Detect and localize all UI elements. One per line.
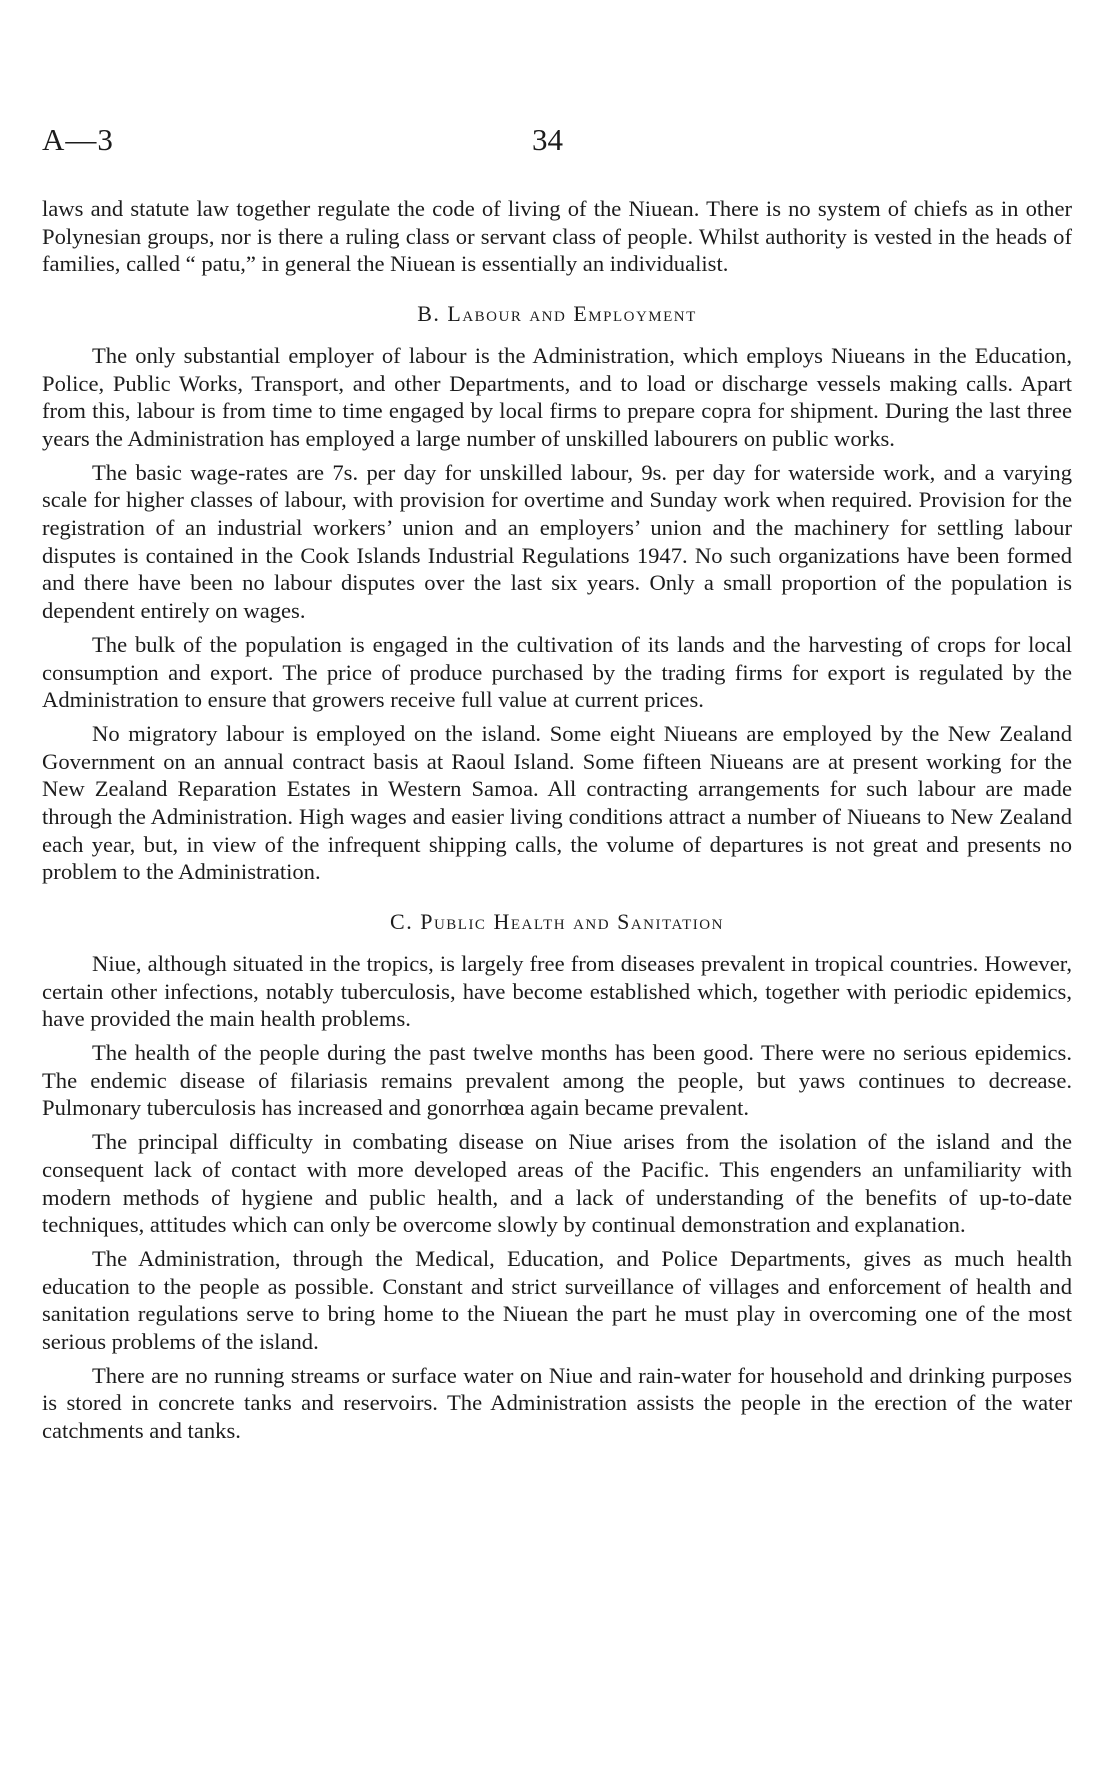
paragraph: The bulk of the population is engaged in the cultivation of its lands and the harvesting of crops for local consumption and export. The price of produce purchased by the trading firms for export is regulated by the Administration to ensure that growers receive full value at current prices. — [42, 631, 1072, 713]
paragraph: There are no running streams or surface water on Niue and rain-water for household and drinking purposes is stored in concrete tanks and reservoirs. The Administration assists the people in the erection of the water catchments and tanks. — [42, 1362, 1072, 1444]
paragraph: The basic wage-rates are 7s. per day for unskilled labour, 9s. per day for waterside work, and a varying scale for higher classes of labour, with provision for overtime and Sunday work when required. Provision for the registration of an industrial workers’ union and an employers’ union and the machinery for settling labour disputes is contained in the Cook Islands Industrial Regulations 1947. No such organizations have been formed and there have been no labour disputes over the last six years. Only a small proportion of the population is dependent entirely on wages. — [42, 459, 1072, 624]
section-heading-public-health: C. Public Health and Sanitation — [390, 909, 724, 935]
section-heading-labour: B. Labour and Employment — [417, 301, 697, 327]
paragraph: The Administration, through the Medical, Education, and Police Departments, gives as much health education to the people as possible. Constant and strict surveillance of villages and enforcement of health and sanitation regulations serve to bring home to the Niuean the part he must play in overcoming one of the most serious problems of the island. — [42, 1245, 1072, 1355]
paragraph: The health of the people during the past twelve months has been good. There were no serious epidemics. The endemic disease of filariasis remains prevalent among the people, but yaws continues to decrease. Pulmonary tuberculosis has increased and gonorrhœa again became prevalent. — [42, 1039, 1072, 1121]
paragraph: Niue, although situated in the tropics, is largely free from diseases prevalent in tropical countries. However, certain other infections, notably tuberculosis, have become established which, together with periodic epidemics, have provided the main health problems. — [42, 950, 1072, 1032]
body-text — [42, 195, 1072, 1451]
page-header — [42, 122, 1072, 166]
page-number: 34 — [532, 122, 563, 157]
paragraph: The only substantial employer of labour is the Administration, which employs Niueans in the Education, Police, Public Works, Transport, and other Departments, and to load or discharge vessels making calls. Apart from this, labour is from time to time engaged by local firms to prepare copra for shipment. During the last three years the Administration has employed a large number of unskilled labourers on public works. — [42, 342, 1072, 451]
paragraph: No migratory labour is employed on the island. Some eight Niueans are employed by the New Zealand Government on an annual contract basis at Raoul Island. Some fifteen Niueans are at present working for the New Zealand Reparation Estates in Western Samoa. All contracting arrangements for such labour are made through the Administration. High wages and easier living conditions attract a number of Niueans to New Zealand each year, but, in view of the infrequent shipping calls, the volume of departures is not great and presents no problem to the Administration. — [42, 720, 1072, 885]
paragraph: The principal difficulty in combating disease on Niue arises from the isolation of the island and the consequent lack of contact with more developed areas of the Pacific. This engenders an unfamiliarity with modern methods of hygiene and public health, and a lack of understanding of the benefits of up-to-date techniques, attitudes which can only be overcome slowly by continual demonstration and explanation. — [42, 1129, 1072, 1238]
paragraph-continued: laws and statute law together regulate the code of living of the Niuean. There is no system of chiefs as in other Polynesian groups, nor is there a ruling class or servant class of people. Whilst authority is vested in the heads of families, called “ patu,” in general the Niuean is essentially an individualist. — [42, 196, 1072, 277]
document-reference: A—3 — [42, 122, 114, 157]
